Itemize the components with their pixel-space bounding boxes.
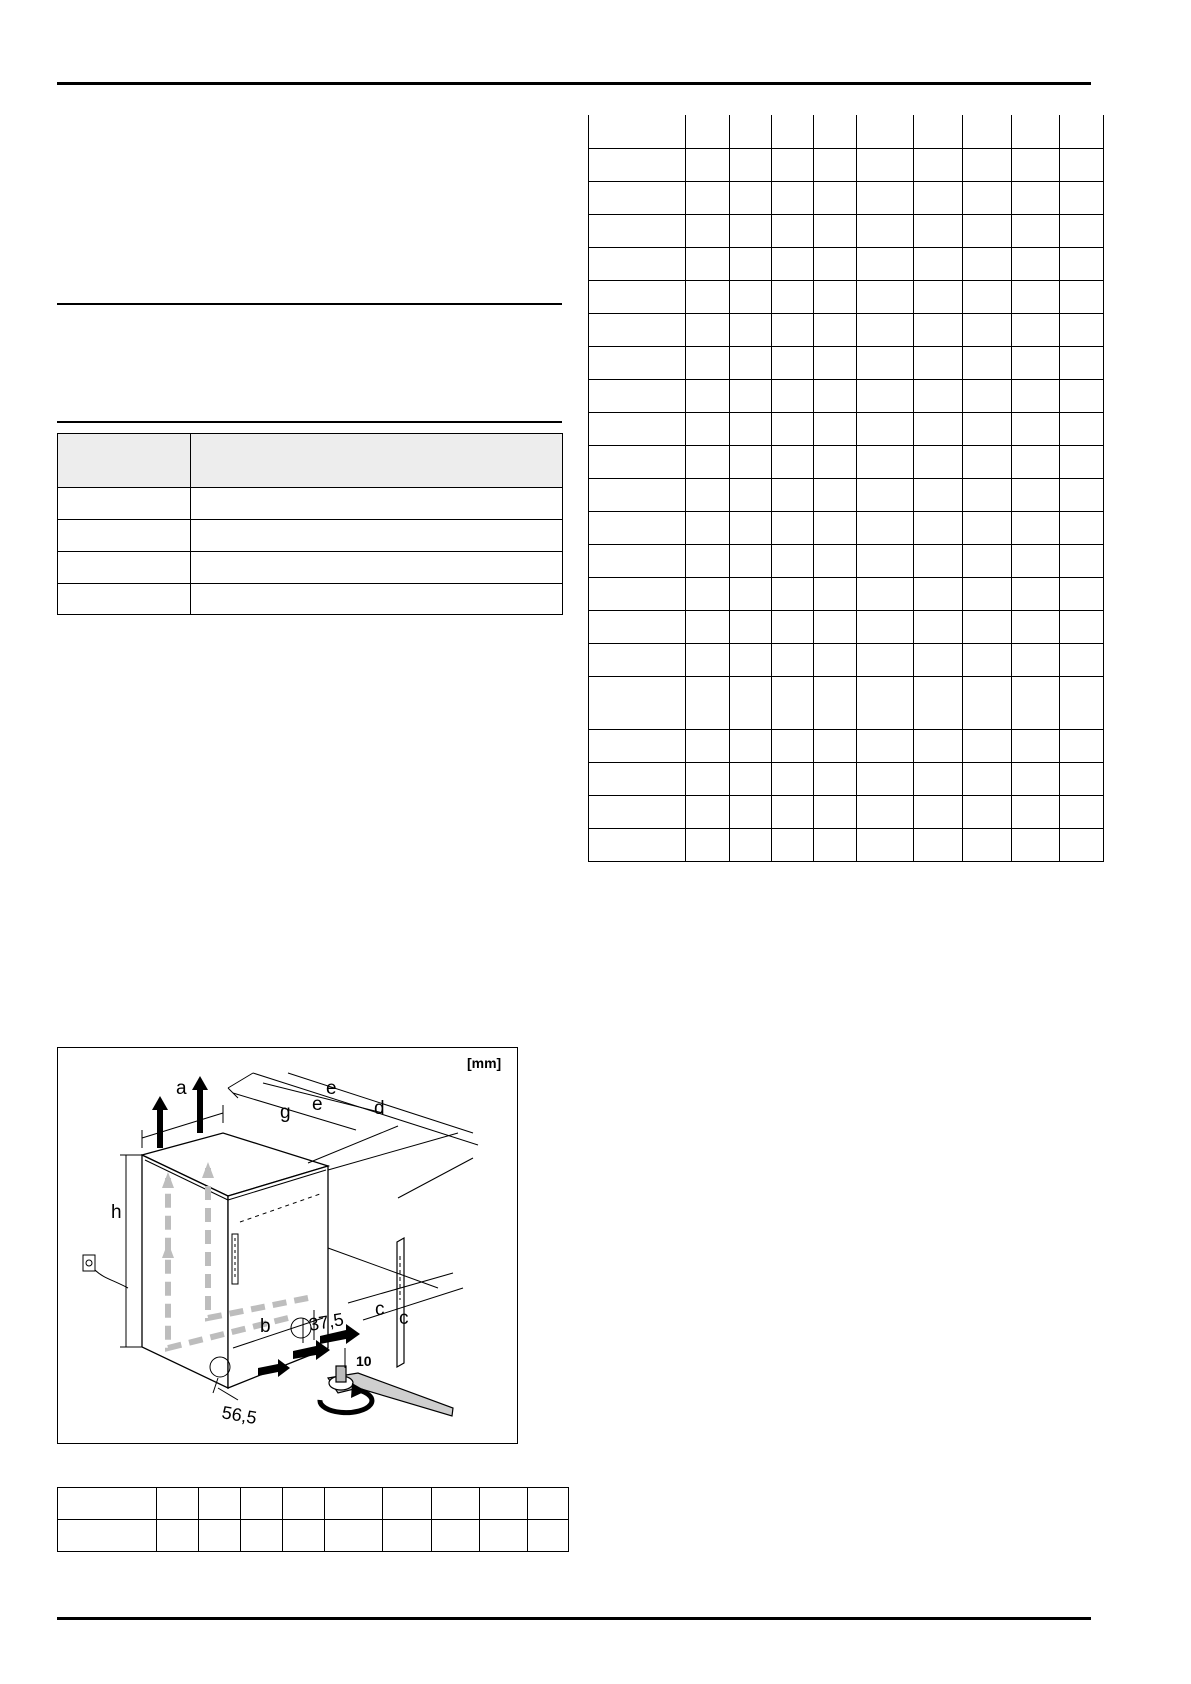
table-cell xyxy=(1060,729,1104,762)
table-cell xyxy=(963,729,1012,762)
table-cell xyxy=(963,214,1012,247)
table-cell xyxy=(857,148,914,181)
table-cell xyxy=(589,795,686,828)
table-cell xyxy=(589,762,686,795)
table-cell xyxy=(963,148,1012,181)
table-cell xyxy=(857,280,914,313)
table-cell xyxy=(914,610,963,643)
table-cell xyxy=(914,828,963,861)
table-cell xyxy=(730,729,772,762)
table-cell xyxy=(686,412,730,445)
table-cell xyxy=(914,478,963,511)
table-cell xyxy=(1012,214,1060,247)
table-row xyxy=(589,610,1104,643)
table-cell xyxy=(589,643,686,676)
unit-label: [mm] xyxy=(467,1055,502,1071)
table-row xyxy=(589,445,1104,478)
table-cell xyxy=(963,676,1012,729)
table-cell xyxy=(589,445,686,478)
table-cell xyxy=(730,280,772,313)
table-cell xyxy=(686,346,730,379)
table-cell xyxy=(963,280,1012,313)
table-row xyxy=(589,280,1104,313)
table-cell xyxy=(157,1520,199,1552)
table-cell xyxy=(914,247,963,280)
table-cell xyxy=(686,181,730,214)
section-rule-1 xyxy=(57,303,562,305)
table-cell xyxy=(1060,762,1104,795)
dim-label-offset-right: 37,5 xyxy=(307,1309,346,1335)
table-cell xyxy=(730,795,772,828)
power-plug xyxy=(83,1255,128,1288)
model-table xyxy=(57,1487,569,1552)
table-cell xyxy=(589,577,686,610)
table-cell xyxy=(589,676,686,729)
table-cell xyxy=(1012,280,1060,313)
table-cell xyxy=(914,379,963,412)
table-cell xyxy=(686,676,730,729)
table-row xyxy=(58,584,563,615)
dim-label-c-left: c xyxy=(375,1299,385,1320)
table-cell xyxy=(589,280,686,313)
table-cell xyxy=(589,115,686,148)
table-cell xyxy=(1060,115,1104,148)
table-row xyxy=(589,828,1104,861)
table-cell xyxy=(730,214,772,247)
dim-label-h: h xyxy=(111,1202,122,1223)
table-cell xyxy=(1060,445,1104,478)
table-cell xyxy=(857,610,914,643)
table-cell xyxy=(730,181,772,214)
table-cell xyxy=(730,577,772,610)
table-cell xyxy=(432,1520,480,1552)
table-cell xyxy=(772,115,814,148)
table-cell xyxy=(814,247,857,280)
table-cell xyxy=(730,610,772,643)
table-cell xyxy=(730,676,772,729)
table-cell xyxy=(686,544,730,577)
table-cell xyxy=(730,379,772,412)
table-cell xyxy=(589,247,686,280)
table-cell xyxy=(1060,643,1104,676)
table-cell xyxy=(157,1488,199,1520)
table-cell xyxy=(730,511,772,544)
table-cell xyxy=(772,478,814,511)
table-cell xyxy=(589,729,686,762)
table-cell xyxy=(772,412,814,445)
table-cell xyxy=(730,643,772,676)
table-cell xyxy=(857,214,914,247)
table-row xyxy=(58,520,563,552)
table-cell xyxy=(1012,148,1060,181)
table-cell xyxy=(772,795,814,828)
table-cell xyxy=(814,610,857,643)
table-row xyxy=(589,181,1104,214)
table-cell xyxy=(1012,610,1060,643)
table-row xyxy=(58,488,563,520)
dim-label-d: d xyxy=(374,1098,385,1119)
table-cell xyxy=(914,181,963,214)
table-header-row xyxy=(58,434,563,488)
table-cell xyxy=(914,577,963,610)
table-row xyxy=(58,552,563,584)
table-cell xyxy=(857,577,914,610)
table-cell xyxy=(686,643,730,676)
table-row xyxy=(589,676,1104,729)
table-cell xyxy=(814,445,857,478)
table-cell xyxy=(1060,478,1104,511)
table-cell xyxy=(772,280,814,313)
table-row xyxy=(589,412,1104,445)
table-cell xyxy=(686,313,730,346)
table-cell xyxy=(686,148,730,181)
table-cell xyxy=(686,115,730,148)
table-cell xyxy=(857,544,914,577)
table-cell xyxy=(857,729,914,762)
table-cell xyxy=(772,148,814,181)
table-cell xyxy=(589,346,686,379)
table-cell xyxy=(1012,544,1060,577)
table-cell xyxy=(686,577,730,610)
table-cell xyxy=(772,445,814,478)
table-cell xyxy=(1012,346,1060,379)
table-cell xyxy=(814,181,857,214)
table-cell xyxy=(432,1488,480,1520)
table-cell xyxy=(1012,379,1060,412)
table-cell xyxy=(730,313,772,346)
table-cell xyxy=(589,478,686,511)
table-cell xyxy=(814,795,857,828)
table-cell xyxy=(814,346,857,379)
table-cell xyxy=(914,280,963,313)
table-cell xyxy=(1012,181,1060,214)
table-cell xyxy=(686,828,730,861)
table-cell xyxy=(963,610,1012,643)
table-cell xyxy=(814,544,857,577)
table-cell xyxy=(857,828,914,861)
table-cell xyxy=(589,828,686,861)
table-row xyxy=(589,577,1104,610)
table-cell xyxy=(814,280,857,313)
table-cell xyxy=(58,1520,157,1552)
table-row xyxy=(589,313,1104,346)
table-cell xyxy=(528,1488,569,1520)
table-cell xyxy=(914,544,963,577)
table-cell xyxy=(686,214,730,247)
table-cell xyxy=(730,478,772,511)
table-row xyxy=(589,511,1104,544)
table-cell xyxy=(589,181,686,214)
table-cell xyxy=(730,346,772,379)
table-cell xyxy=(814,313,857,346)
table-cell xyxy=(814,643,857,676)
table-cell xyxy=(963,577,1012,610)
table-cell xyxy=(857,643,914,676)
table-cell xyxy=(963,247,1012,280)
table-cell xyxy=(589,214,686,247)
table-cell xyxy=(772,313,814,346)
table-cell xyxy=(772,181,814,214)
rotation-arrow xyxy=(320,1390,372,1413)
table-cell xyxy=(1012,247,1060,280)
table-cell xyxy=(1060,828,1104,861)
table-cell xyxy=(241,1520,283,1552)
table-cell xyxy=(1012,511,1060,544)
table-cell xyxy=(528,1520,569,1552)
table-row xyxy=(589,379,1104,412)
table-cell xyxy=(914,445,963,478)
dimensions-table xyxy=(588,115,1104,862)
dim-label-offset-front: 56,5 xyxy=(220,1402,259,1429)
table-cell xyxy=(283,1520,325,1552)
table-cell xyxy=(1012,795,1060,828)
dim-label-a: a xyxy=(176,1078,187,1099)
table-cell xyxy=(814,379,857,412)
table-cell xyxy=(914,313,963,346)
table-row xyxy=(58,1488,569,1520)
table-cell xyxy=(325,1488,383,1520)
table-cell xyxy=(814,478,857,511)
table-cell xyxy=(914,346,963,379)
table-cell xyxy=(857,247,914,280)
table-cell xyxy=(686,445,730,478)
table-cell xyxy=(1060,412,1104,445)
table-cell xyxy=(480,1488,528,1520)
table-cell xyxy=(1012,762,1060,795)
table-cell xyxy=(814,214,857,247)
table-cell xyxy=(857,181,914,214)
table-row xyxy=(589,214,1104,247)
table-cell xyxy=(686,280,730,313)
table-cell xyxy=(730,445,772,478)
table-cell xyxy=(914,214,963,247)
table-cell xyxy=(1012,445,1060,478)
table-row xyxy=(589,643,1104,676)
table-cell xyxy=(914,148,963,181)
table-cell xyxy=(857,511,914,544)
table-cell xyxy=(814,115,857,148)
table-cell xyxy=(914,412,963,445)
dim-label-g: g xyxy=(280,1102,291,1123)
table-cell xyxy=(963,115,1012,148)
table-cell xyxy=(383,1488,432,1520)
table-row xyxy=(58,1520,569,1552)
table-cell xyxy=(772,379,814,412)
table-cell xyxy=(730,762,772,795)
table-cell xyxy=(730,544,772,577)
installation-figure xyxy=(57,1047,518,1444)
table-cell xyxy=(686,729,730,762)
table-cell xyxy=(1060,379,1104,412)
table-cell xyxy=(963,379,1012,412)
table-cell xyxy=(814,511,857,544)
installation-drawing xyxy=(58,1048,517,1443)
table-cell xyxy=(814,828,857,861)
wrench xyxy=(328,1366,453,1416)
spec-table-small xyxy=(57,433,563,615)
table-cell xyxy=(589,379,686,412)
table-cell xyxy=(1012,313,1060,346)
table-cell xyxy=(772,676,814,729)
table-cell xyxy=(914,511,963,544)
table-cell xyxy=(589,544,686,577)
table-cell xyxy=(1060,511,1104,544)
table-cell xyxy=(1060,577,1104,610)
footer-rule xyxy=(57,1617,1091,1620)
table-cell xyxy=(383,1520,432,1552)
table-cell xyxy=(686,762,730,795)
table-cell xyxy=(1012,115,1060,148)
table-cell xyxy=(589,412,686,445)
table-row xyxy=(589,247,1104,280)
table-cell xyxy=(963,346,1012,379)
table-cell xyxy=(814,676,857,729)
table-cell xyxy=(686,610,730,643)
table-cell xyxy=(772,643,814,676)
table-cell xyxy=(1060,181,1104,214)
table-cell xyxy=(1060,148,1104,181)
table-cell xyxy=(1012,577,1060,610)
table-cell xyxy=(857,795,914,828)
table-cell xyxy=(772,577,814,610)
table-cell xyxy=(1060,795,1104,828)
table-cell xyxy=(686,795,730,828)
dim-label-e-outer: e xyxy=(326,1078,337,1099)
table-cell xyxy=(963,412,1012,445)
table-cell xyxy=(963,544,1012,577)
table-cell xyxy=(1060,544,1104,577)
table-cell xyxy=(814,577,857,610)
table-cell xyxy=(730,148,772,181)
table-cell xyxy=(963,762,1012,795)
table-cell xyxy=(686,478,730,511)
table-row xyxy=(589,795,1104,828)
table-cell xyxy=(914,643,963,676)
table-cell xyxy=(589,148,686,181)
table-cell xyxy=(963,795,1012,828)
table-cell xyxy=(730,247,772,280)
table-cell xyxy=(1060,313,1104,346)
table-cell xyxy=(772,828,814,861)
table-cell xyxy=(857,762,914,795)
table-cell xyxy=(857,379,914,412)
table-row xyxy=(589,544,1104,577)
table-cell xyxy=(730,828,772,861)
table-cell xyxy=(686,511,730,544)
dim-label-e-inner: e xyxy=(312,1094,323,1115)
table-cell xyxy=(857,445,914,478)
table-cell xyxy=(686,247,730,280)
table-cell xyxy=(1060,214,1104,247)
table-cell xyxy=(914,795,963,828)
table-cell xyxy=(1060,247,1104,280)
dim-label-b: b xyxy=(260,1316,271,1337)
table-cell xyxy=(325,1520,383,1552)
table-cell xyxy=(1012,478,1060,511)
table-cell xyxy=(857,346,914,379)
table-cell xyxy=(814,412,857,445)
table-cell xyxy=(199,1520,241,1552)
table-row xyxy=(589,346,1104,379)
table-cell xyxy=(1012,828,1060,861)
table-row xyxy=(589,729,1104,762)
table-cell xyxy=(241,1488,283,1520)
table-cell xyxy=(963,828,1012,861)
table-cell xyxy=(589,610,686,643)
section-rule-2 xyxy=(57,421,562,423)
table-cell xyxy=(199,1488,241,1520)
table-cell xyxy=(772,247,814,280)
table-cell xyxy=(963,643,1012,676)
table-cell xyxy=(963,445,1012,478)
table-cell xyxy=(963,181,1012,214)
table-cell xyxy=(914,115,963,148)
table-cell xyxy=(772,511,814,544)
table-cell xyxy=(772,346,814,379)
table-cell xyxy=(1060,610,1104,643)
table-cell xyxy=(814,729,857,762)
table-cell xyxy=(283,1488,325,1520)
table-cell xyxy=(914,676,963,729)
table-cell xyxy=(857,676,914,729)
table-cell xyxy=(1012,643,1060,676)
table-row xyxy=(589,148,1104,181)
table-cell xyxy=(772,762,814,795)
table-cell xyxy=(1012,412,1060,445)
table-cell xyxy=(730,115,772,148)
table-cell xyxy=(1060,280,1104,313)
table-cell xyxy=(480,1520,528,1552)
table-cell xyxy=(1060,346,1104,379)
table-cell xyxy=(772,729,814,762)
table-cell xyxy=(914,729,963,762)
table-cell xyxy=(857,412,914,445)
table-cell xyxy=(589,313,686,346)
header-rule xyxy=(57,82,1091,85)
table-cell xyxy=(814,148,857,181)
table-cell xyxy=(1012,729,1060,762)
wrench-size-label: 10 xyxy=(356,1353,372,1369)
table-cell xyxy=(963,511,1012,544)
table-cell xyxy=(730,412,772,445)
table-cell xyxy=(857,115,914,148)
table-cell xyxy=(772,544,814,577)
table-cell xyxy=(963,313,1012,346)
table-cell xyxy=(58,1488,157,1520)
table-cell xyxy=(1060,676,1104,729)
table-cell xyxy=(963,478,1012,511)
table-cell xyxy=(857,313,914,346)
table-cell xyxy=(814,762,857,795)
table-cell xyxy=(1012,676,1060,729)
table-cell xyxy=(772,214,814,247)
table-row xyxy=(589,478,1104,511)
table-cell xyxy=(686,379,730,412)
dim-label-c-right: c xyxy=(399,1308,409,1329)
table-cell xyxy=(857,478,914,511)
table-row xyxy=(589,762,1104,795)
table-cell xyxy=(914,762,963,795)
table-row xyxy=(589,115,1104,148)
model-table-body xyxy=(58,1488,569,1552)
table-cell xyxy=(772,610,814,643)
dimensions-table-body xyxy=(589,115,1104,861)
table-cell xyxy=(589,511,686,544)
